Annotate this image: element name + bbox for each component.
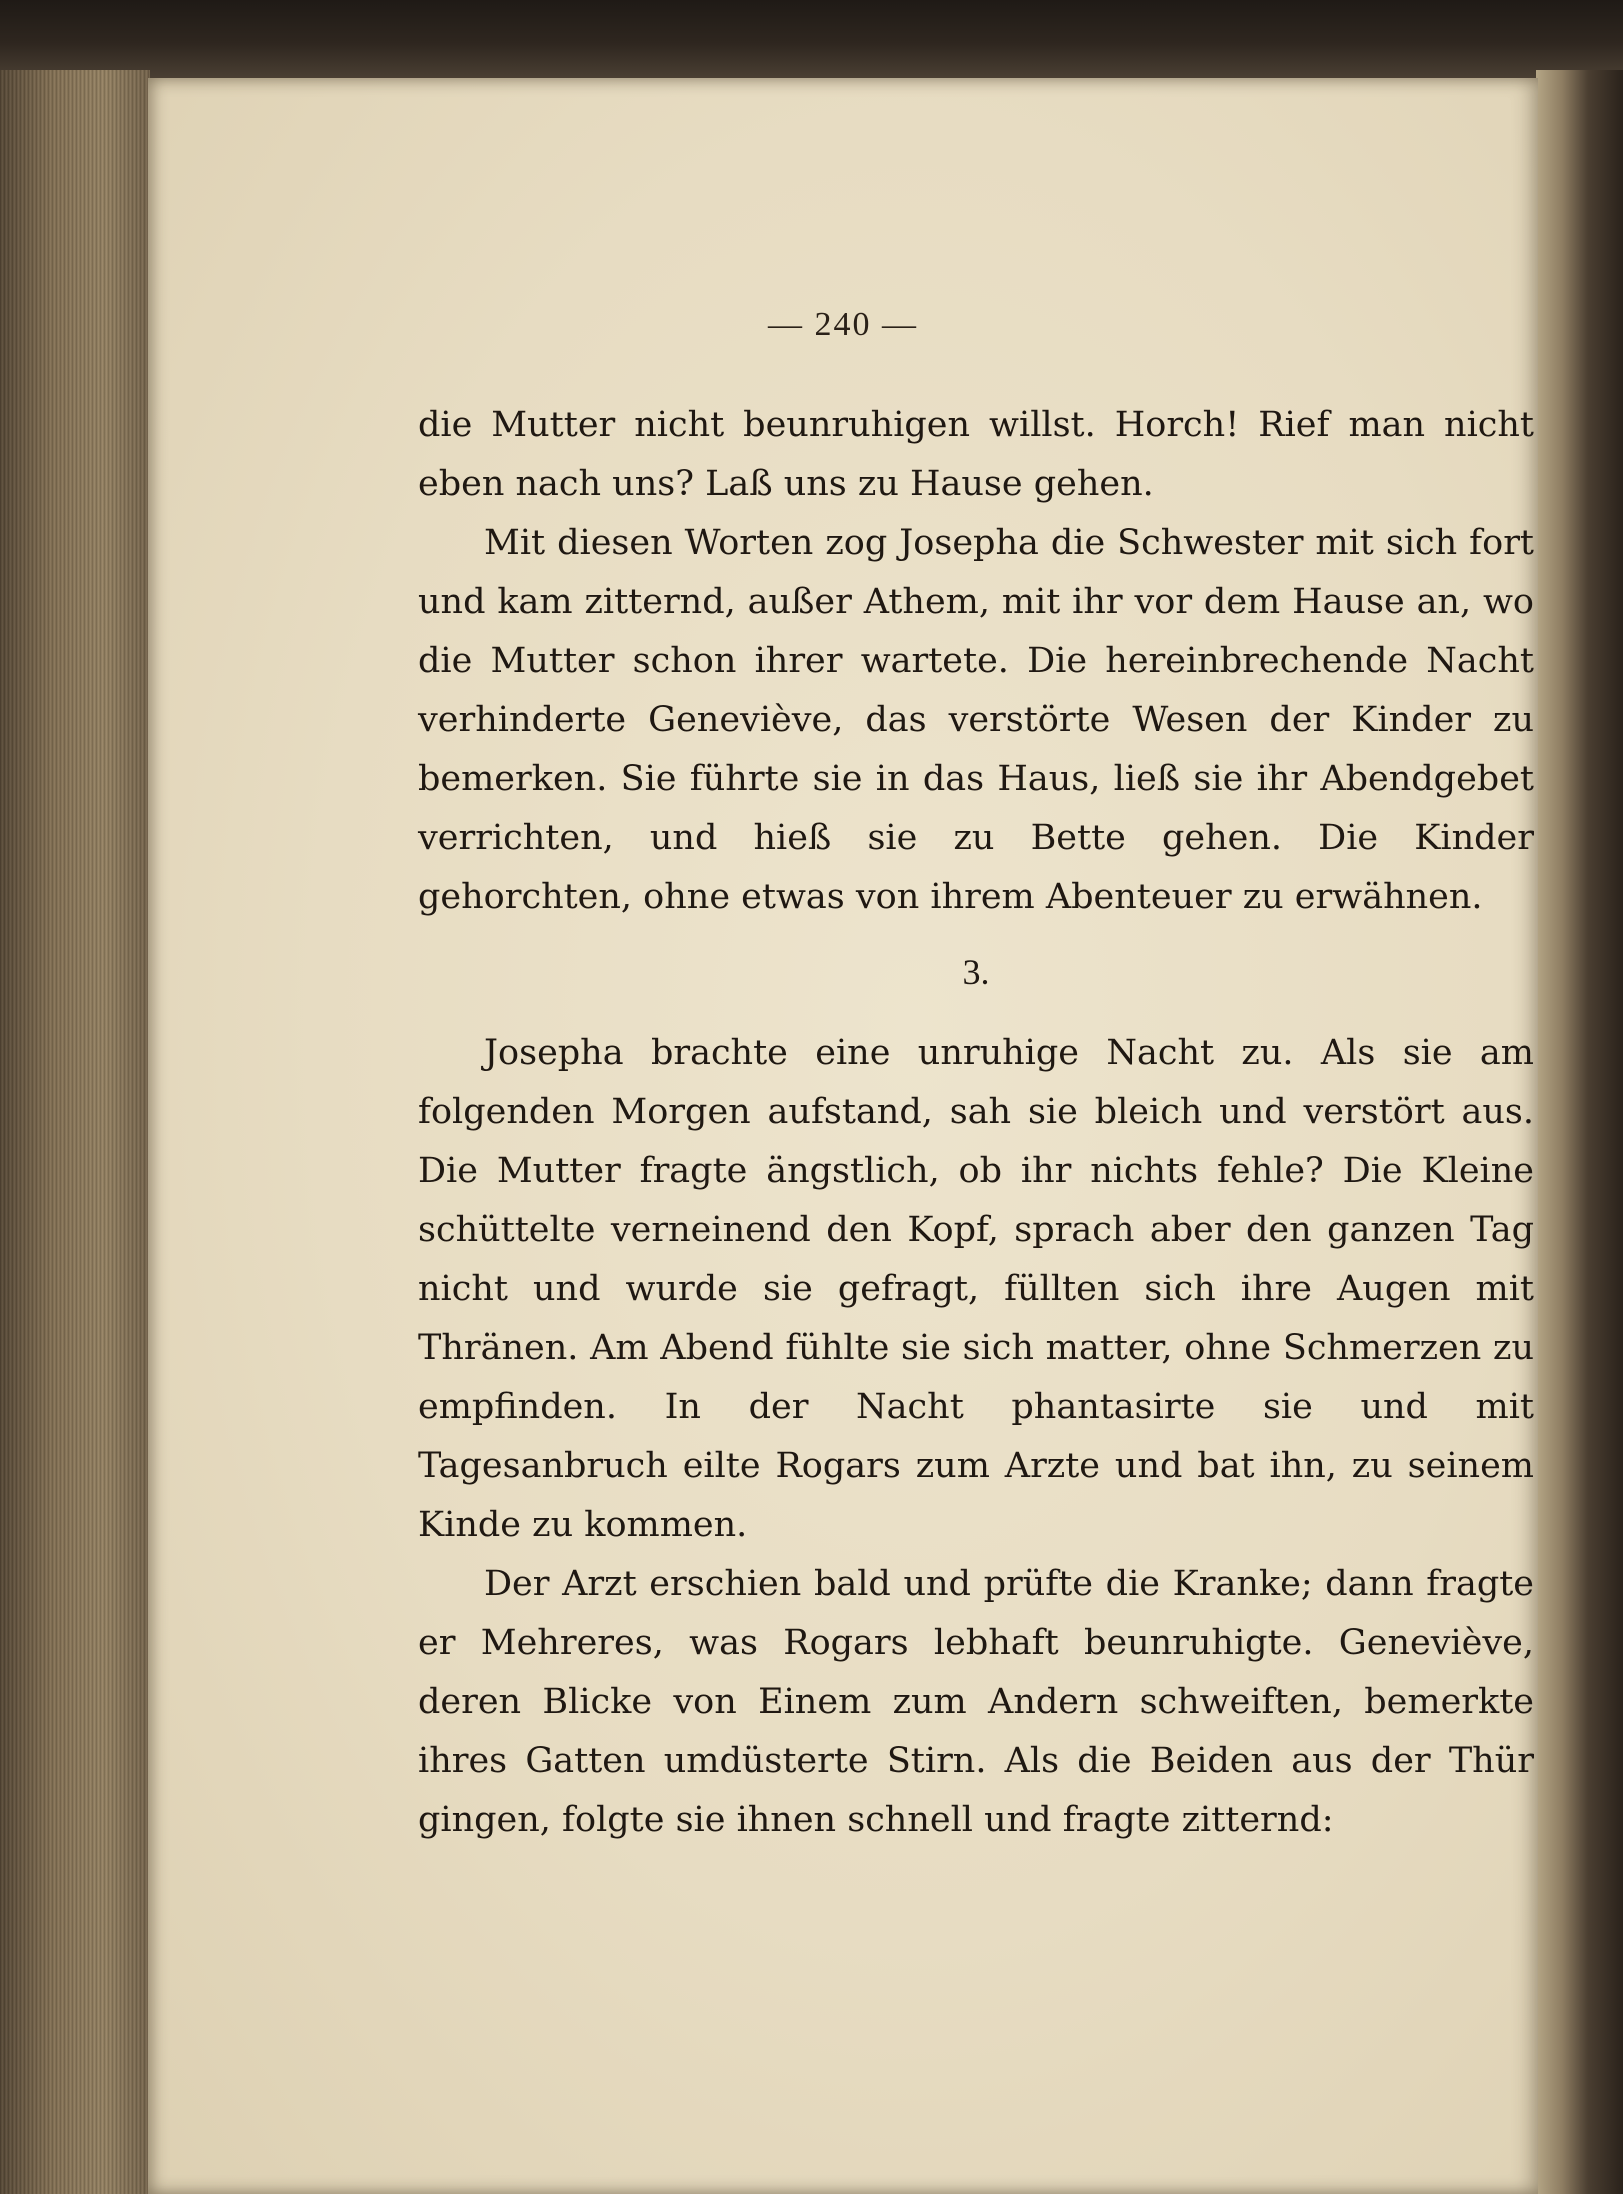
book-top-edge xyxy=(0,0,1623,78)
paragraph-2: Mit diesen Worten zog Josepha die Schwester mit sich fort und kam zitternd, außer Athem, mit ihr vor dem Hause an, wo die Mutter schon ihrer wartete. Die hereinbrechende Nacht verhinderte Geneviève, das verstörte Wesen der Kinder zu bemerken. Sie führte sie in das Haus, ließ sie ihr Abendgebet verrichten, und hieß sie zu Bette gehen. Die Kinder gehorchten, ohne etwas von ihrem Abenteuer zu erwähnen. xyxy=(418,523,1534,917)
paragraph-3: Josepha brachte eine unruhige Nacht zu. Als sie am folgenden Morgen aufstand, sah sie bleich und verstört aus. Die Mutter fragte ängstlich, ob ihr nichts fehle? Die Kleine schüttelte verneinend den Kopf, sprach aber den ganzen Tag nicht und wurde sie gefragt, füllten sich ihre Augen mit Thränen. Am Abend fühlte sie sich matter, ohne Schmerzen zu empfinden. In der Nacht phantasirte sie und mit Tagesanbruch eilte Rogars zum Arzte und bat ihn, zu seinem Kinde zu kommen. xyxy=(418,1033,1534,1545)
section-heading: 3. xyxy=(962,952,990,992)
page-number: — 240 — xyxy=(768,306,918,343)
book-page xyxy=(148,78,1538,2194)
book-page-stack-right xyxy=(1536,70,1623,2194)
paragraph-1: die Mutter nicht beunruhigen willst. Horch! Rief man nicht eben nach uns? Laß uns zu Hause gehen. xyxy=(418,405,1534,504)
book-page-stack-left xyxy=(0,70,150,2194)
page-body xyxy=(418,396,1534,1850)
paragraph-4: Der Arzt erschien bald und prüfte die Kranke; dann fragte er Mehreres, was Rogars lebhaft beunruhigte. Geneviève, deren Blicke von Einem zum Andern schweiften, bemerkte ihres Gatten umdüsterte Stirn. Als die Beiden aus der Thür gingen, folgte sie ihnen schnell und fragte zitternd: xyxy=(418,1564,1534,1840)
